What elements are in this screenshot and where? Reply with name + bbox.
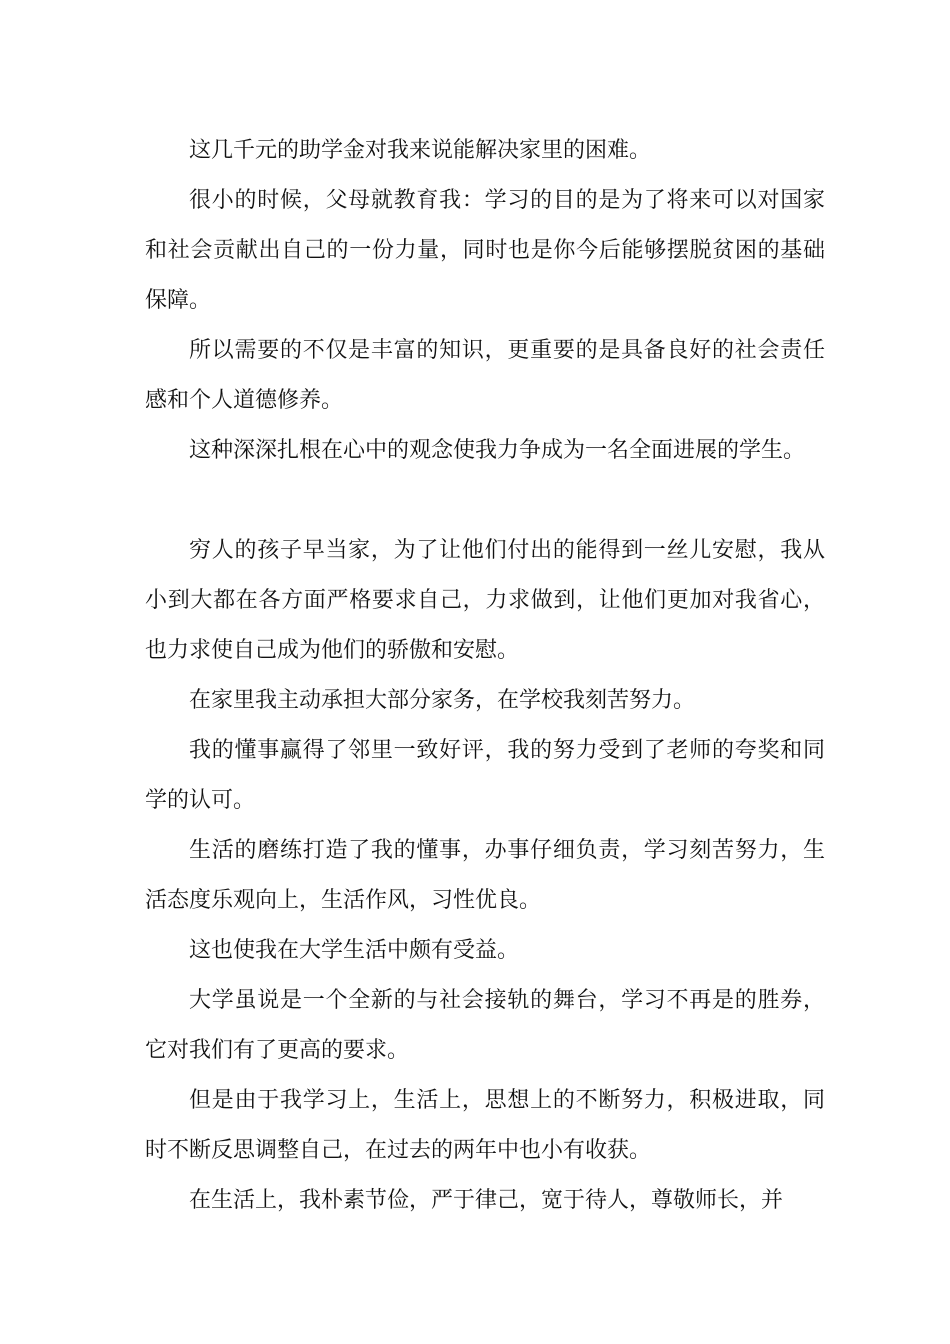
paragraph: 这几千元的助学金对我来说能解决家里的困难。 [189,138,652,163]
paragraph: 大学虽说是一个全新的与社会接轨的舞台，学习不再是的胜券，它对我们有了更高的要求。 [145,988,825,1063]
paragraph: 生活的磨练打造了我的懂事，办事仔细负责，学习刻苦努力，生活态度乐观向上，生活作风，习性优良。 [145,838,825,913]
paragraph: 在家里我主动承担大部分家务，在学校我刻苦努力。 [189,688,696,713]
document-body [145,126,825,1226]
paragraph: 所以需要的不仅是丰富的知识，更重要的是具备良好的社会责任感和个人道德修养。 [145,338,825,413]
paragraph: 但是由于我学习上，生活上，思想上的不断努力，积极进取，同时不断反思调整自己，在过去的两年中也小有收获。 [145,1088,825,1163]
paragraph: 我的懂事赢得了邻里一致好评，我的努力受到了老师的夸奖和同学的认可。 [145,738,825,813]
paragraph: 穷人的孩子早当家，为了让他们付出的能得到一丝儿安慰，我从小到大都在各方面严格要求自己，力求做到，让他们更加对我省心，也力求使自己成为他们的骄傲和安慰。 [145,538,825,663]
paragraph: 这也使我在大学生活中颇有受益。 [189,938,520,963]
paragraph: 这种深深扎根在心中的观念使我力争成为一名全面进展的学生。 [189,438,806,463]
paragraph-gap [145,476,825,526]
paragraph: 在生活上，我朴素节俭，严于律己，宽于待人，尊敬师长，并 [189,1188,784,1213]
paragraph: 很小的时候，父母就教育我：学习的目的是为了将来可以对国家和社会贡献出自己的一份力量，同时也是你今后能够摆脱贫困的基础保障。 [145,188,825,313]
